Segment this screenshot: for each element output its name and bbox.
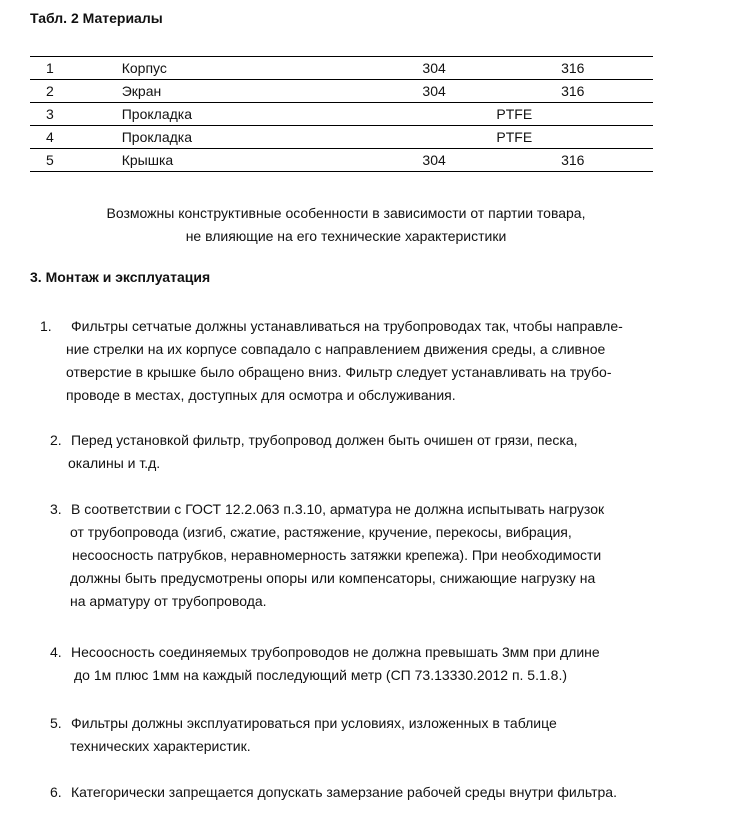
row-part-name: Прокладка [122,126,376,149]
list-item-number: 1. [40,318,52,334]
row-part-name: Экран [122,80,376,103]
list-item-number: 2. [50,432,62,448]
row-material-a: 304 [376,149,493,172]
row-material-merged: PTFE [376,103,653,126]
list-item-line: на арматуру от трубопровода. [70,593,267,609]
list-item-line: должны быть предусмотрены опоры или компенсаторы, снижающие нагрузку на [70,570,596,586]
list-item-line: ние стрелки на их корпусе совпадало с направлением движения среды, а сливное [66,341,606,357]
materials-table [30,56,653,172]
list-item-line: проводе в местах, доступных для осмотра и обслуживания. [66,387,456,403]
list-item-line: технических характеристик. [70,738,251,754]
list-item [40,315,680,407]
row-number: 4 [30,126,122,149]
table-row [30,126,653,149]
row-number: 3 [30,103,122,126]
row-material-a: 304 [376,57,493,80]
list-item-line: Фильтры должны эксплуатироваться при условиях, изложенных в таблице [71,715,557,731]
row-material-merged: PTFE [376,126,653,149]
list-item [50,498,690,613]
table-row [30,103,653,126]
list-item-line: Несоосность соединяемых трубопроводов не должна превышать 3мм при длине [71,644,600,660]
row-material-a: 304 [376,80,493,103]
note-line: Возможны конструктивные особенности в зависимости от партии товара, [106,205,586,221]
list-item-line: несоосность патрубков, неравномерность затяжки крепежа). При необходимости [72,547,602,563]
list-item [50,641,690,687]
list-item-line: Перед установкой фильтр, трубопровод должен быть очишен от грязи, песка, [71,432,578,448]
design-note [0,202,692,248]
list-item-line: окалины и т.д. [68,455,161,471]
list-item-number: 4. [50,644,62,660]
list-item-number: 6. [50,784,62,800]
table-title: Табл. 2 Материалы [30,10,163,26]
list-item-line: Фильтры сетчатые должны устанавливаться на трубопроводах так, чтобы направле- [71,318,623,334]
list-item [50,712,690,758]
row-part-name: Крышка [122,149,376,172]
list-item [50,429,690,475]
section-title: 3. Монтаж и эксплуатация [30,269,211,285]
row-part-name: Корпус [122,57,376,80]
table-row [30,57,653,80]
list-item [50,781,690,804]
row-material-b: 316 [493,57,653,80]
table-row [30,80,653,103]
list-item-line: В соответствии с ГОСТ 12.2.063 п.3.10, арматура не должна испытывать нагрузок [71,501,605,517]
list-item-line: Категорически запрещается допускать замерзание рабочей среды внутри фильтра. [71,784,617,800]
row-part-name: Прокладка [122,103,376,126]
row-material-b: 316 [493,149,653,172]
list-item-line: до 1м плюс 1мм на каждый последующий метр (СП 73.13330.2012 п. 5.1.8.) [74,667,568,683]
row-material-b: 316 [493,80,653,103]
list-item-line: отверстие в крышке было обращено вниз. Фильтр следует устанавливать на трубо- [66,364,612,380]
table-row [30,149,653,172]
note-line: не влияющие на его технические характеристики [185,228,507,244]
list-item-line: от трубопровода (изгиб, сжатие, растяжение, кручение, перекосы, вибрация, [70,524,572,540]
list-item-number: 5. [50,715,62,731]
list-item-number: 3. [50,501,62,517]
row-number: 1 [30,57,122,80]
row-number: 5 [30,149,122,172]
row-number: 2 [30,80,122,103]
